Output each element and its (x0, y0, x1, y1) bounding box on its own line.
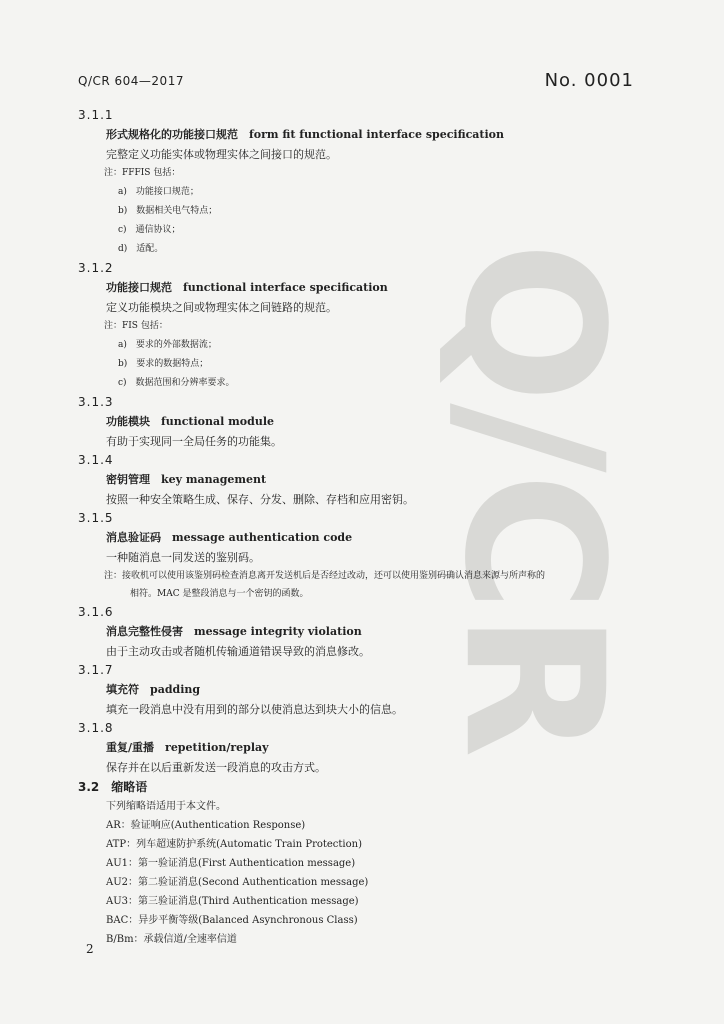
entry-note: 注：FIS 包括： (104, 321, 168, 331)
abbreviation-item: ATP：列车超速防护系统(Automatic Train Protection) (106, 839, 362, 850)
document-body (78, 106, 648, 949)
entry-number: 3.1.5 (78, 511, 114, 525)
note-item: c) 数据范围和分辨率要求。 (118, 378, 235, 388)
entry-3-1-7 (78, 661, 648, 719)
section-abbreviations (78, 777, 648, 949)
entry-note (78, 567, 648, 603)
entry-3-1-1 (78, 106, 648, 259)
note-item: a) 要求的外部数据流； (118, 340, 217, 350)
abbreviation-item: B/Bm：承载信道/全速率信道 (106, 934, 237, 945)
note-item: a) 功能接口规范； (118, 187, 199, 197)
abbreviation-item: AU2：第二验证消息(Second Authentication message) (106, 877, 369, 888)
note-item: b) 要求的数据特点； (118, 359, 209, 369)
entry-3-1-6 (78, 603, 648, 661)
entry-definition: 完整定义功能实体或物理实体之间接口的规范。 (106, 148, 337, 161)
entry-term: 重复/重播 repetition/replay (106, 741, 269, 754)
page-number: 2 (86, 942, 94, 956)
entry-3-1-2 (78, 259, 648, 393)
entry-number: 3.1.1 (78, 108, 114, 122)
entry-number: 3.1.4 (78, 453, 114, 467)
entry-number: 3.1.8 (78, 721, 114, 735)
entry-definition: 定义功能模块之间或物理实体之间链路的规范。 (106, 301, 337, 314)
entry-term: 密钥管理 key management (106, 473, 267, 486)
entry-number: 3.1.3 (78, 395, 114, 409)
note-line: 注：接收机可以使用该鉴别码检查消息离开发送机后是否经过改动，还可以使用鉴别码确认消息来源与所声称的 (104, 571, 546, 581)
entry-definition: 按照一种安全策略生成、保存、分发、删除、存档和应用密钥。 (106, 493, 414, 506)
entry-number: 3.1.7 (78, 663, 114, 677)
note-item: c) 通信协议； (118, 225, 181, 235)
doc-number: No. 0001 (544, 70, 634, 91)
entry-term: 功能模块 functional module (106, 415, 274, 428)
entry-definition: 一种随消息一同发送的鉴别码。 (106, 551, 260, 564)
entry-definition: 保存并在以后重新发送一段消息的攻击方式。 (106, 761, 326, 774)
entry-definition: 有助于实现同一全局任务的功能集。 (106, 435, 282, 448)
watermark-text: Q/CR (422, 241, 644, 759)
section-intro: 下列缩略语适用于本文件。 (106, 801, 226, 812)
page-header (78, 70, 634, 94)
entry-definition: 填充一段消息中没有用到的部分以使消息达到块大小的信息。 (106, 703, 403, 716)
abbreviation-item: AU1：第一验证消息(First Authentication message) (106, 858, 356, 869)
entry-3-1-4 (78, 451, 648, 509)
section-title: 3.2 缩略语 (78, 780, 148, 794)
entry-number: 3.1.6 (78, 605, 114, 619)
abbreviation-item: BAC：异步平衡等级(Balanced Asynchronous Class) (106, 915, 358, 926)
entry-term: 功能接口规范 functional interface specification (106, 281, 388, 294)
entry-3-1-3 (78, 393, 648, 451)
entry-term: 消息完整性侵害 message integrity violation (106, 625, 362, 638)
note-item: b) 数据相关电气特点； (118, 206, 218, 216)
note-line: 相符。MAC 是整段消息与一个密钥的函数。 (130, 589, 309, 599)
entry-3-1-8 (78, 719, 648, 777)
note-item: d) 适配。 (118, 244, 164, 254)
entry-definition: 由于主动攻击或者随机传输通道错误导致的消息修改。 (106, 645, 370, 658)
doc-code: Q/CR 604—2017 (78, 74, 184, 88)
entry-term: 消息验证码 message authentication code (106, 531, 353, 544)
abbreviation-item: AR：验证响应(Authentication Response) (106, 820, 306, 831)
entry-number: 3.1.2 (78, 261, 114, 275)
entry-3-1-5 (78, 509, 648, 603)
abbreviation-item: AU3：第三验证消息(Third Authentication message) (106, 896, 359, 907)
entry-note: 注：FFFIS 包括： (104, 168, 181, 178)
entry-term: 填充符 padding (106, 683, 201, 696)
entry-term: 形式规格化的功能接口规范 form fit functional interface specification (106, 128, 505, 141)
